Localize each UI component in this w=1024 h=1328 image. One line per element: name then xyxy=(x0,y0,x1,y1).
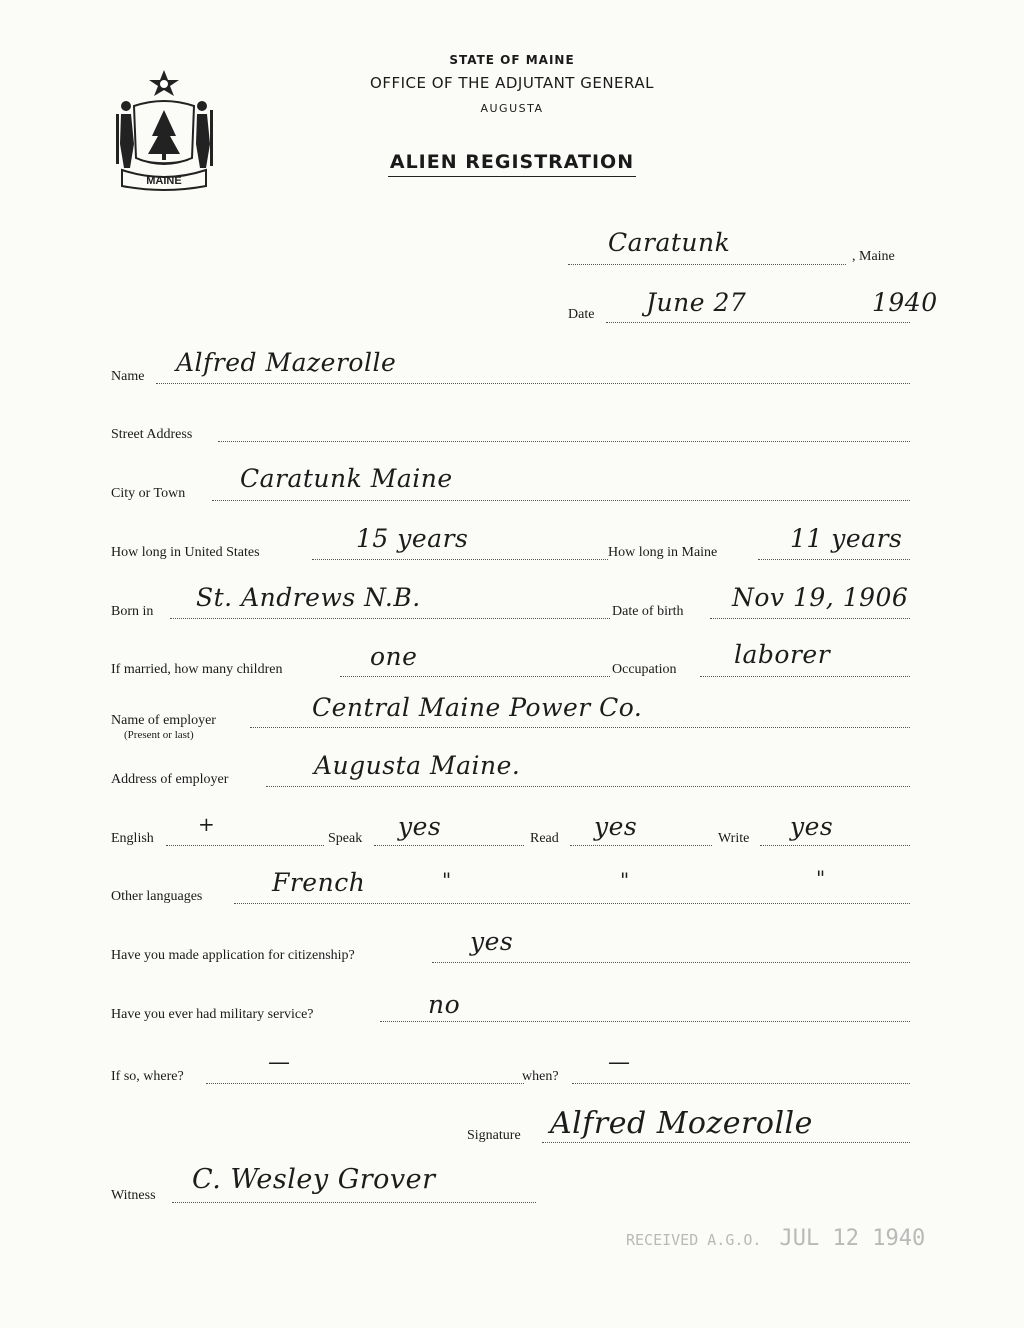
employer-line xyxy=(250,727,910,728)
header-city: AUGUSTA xyxy=(480,102,544,115)
street-label: Street Address xyxy=(111,427,193,442)
when-value[interactable]: — xyxy=(608,1050,631,1075)
dob-label: Date of birth xyxy=(612,604,684,619)
employer-addr-label: Address of employer xyxy=(111,772,229,787)
military-value[interactable]: no xyxy=(428,990,461,1019)
when-label: when? xyxy=(522,1069,559,1084)
form-title xyxy=(0,151,1024,173)
occupation-label: Occupation xyxy=(612,662,677,677)
header-state: STATE OF MAINE xyxy=(449,53,575,67)
employer-sub-label: (Present or last) xyxy=(124,729,194,741)
speak-label: Speak xyxy=(328,831,363,846)
military-label: Have you ever had military service? xyxy=(111,1007,314,1022)
born-line xyxy=(170,618,610,619)
signature-label: Signature xyxy=(467,1128,521,1143)
speak-line xyxy=(374,845,524,846)
read-value[interactable]: yes xyxy=(594,812,638,841)
employer-addr-value[interactable]: Augusta Maine. xyxy=(314,751,521,780)
name-label: Name xyxy=(111,369,145,384)
dob-value[interactable]: Nov 19, 1906 xyxy=(732,583,909,612)
occupation-line xyxy=(700,676,910,677)
citizenship-label: Have you made application for citizenship? xyxy=(111,948,355,963)
date-line xyxy=(606,322,910,323)
read-label: Read xyxy=(530,831,559,846)
date-value[interactable]: June 27 xyxy=(646,288,747,317)
city-value[interactable]: Caratunk Maine xyxy=(240,464,453,493)
street-line xyxy=(218,441,910,442)
where-line xyxy=(206,1083,524,1084)
signature-line xyxy=(542,1142,910,1143)
witness-value[interactable]: C. Wesley Grover xyxy=(192,1164,436,1195)
english-line xyxy=(166,845,324,846)
speak-value[interactable]: yes xyxy=(398,812,442,841)
date-label: Date xyxy=(568,307,595,322)
maine-label: , Maine xyxy=(852,249,895,264)
write-label: Write xyxy=(718,831,750,846)
witness-line xyxy=(172,1202,536,1203)
employer-addr-line xyxy=(266,786,910,787)
header-office: OFFICE OF THE ADJUTANT GENERAL xyxy=(370,74,654,92)
military-line xyxy=(380,1021,910,1022)
children-value[interactable]: one xyxy=(370,642,418,671)
long-us-label: How long in United States xyxy=(111,545,260,560)
form-title-text: ALIEN REGISTRATION xyxy=(388,151,636,177)
children-line xyxy=(340,676,610,677)
employer-value[interactable]: Central Maine Power Co. xyxy=(312,693,643,722)
read-line xyxy=(570,845,712,846)
where-value[interactable]: — xyxy=(268,1050,291,1075)
citizenship-line xyxy=(432,962,910,963)
place-value[interactable]: Caratunk xyxy=(608,228,731,257)
stamp-prefix: RECEIVED A.G.O. xyxy=(626,1231,762,1249)
city-label: City or Town xyxy=(111,486,186,501)
name-line xyxy=(156,383,910,384)
english-label: English xyxy=(111,831,154,846)
citizenship-value[interactable]: yes xyxy=(470,927,514,956)
born-value[interactable]: St. Andrews N.B. xyxy=(196,583,421,612)
stamp-date: JUL 12 1940 xyxy=(779,1226,926,1251)
employer-label: Name of employer xyxy=(111,713,216,728)
other-write-value[interactable]: " xyxy=(816,866,826,890)
other-speak-value[interactable]: " xyxy=(442,868,452,892)
long-maine-label: How long in Maine xyxy=(608,545,718,560)
dob-line xyxy=(710,618,910,619)
long-maine-value[interactable]: 11 years xyxy=(790,524,903,553)
other-lang-label: Other languages xyxy=(111,889,203,904)
signature-value[interactable]: Alfred Mozerolle xyxy=(550,1106,813,1141)
place-line xyxy=(568,264,846,265)
english-value[interactable]: + xyxy=(198,812,216,836)
long-us-value[interactable]: 15 years xyxy=(356,524,469,553)
name-value[interactable]: Alfred Mazerolle xyxy=(176,348,397,377)
when-line xyxy=(572,1083,910,1084)
write-line xyxy=(760,845,910,846)
other-read-value[interactable]: " xyxy=(620,868,630,892)
received-stamp xyxy=(626,1226,925,1251)
where-label: If so, where? xyxy=(111,1069,184,1084)
long-maine-line xyxy=(758,559,910,560)
witness-label: Witness xyxy=(111,1188,156,1203)
other-lang-value[interactable]: French xyxy=(272,868,366,897)
children-label: If married, how many children xyxy=(111,662,283,677)
city-line xyxy=(212,500,910,501)
seal-text: MAINE xyxy=(146,175,182,187)
occupation-value[interactable]: laborer xyxy=(734,640,831,669)
date-year-value[interactable]: 1940 xyxy=(872,288,938,317)
born-label: Born in xyxy=(111,604,154,619)
other-lang-line xyxy=(234,903,910,904)
write-value[interactable]: yes xyxy=(790,812,834,841)
long-us-line xyxy=(312,559,608,560)
